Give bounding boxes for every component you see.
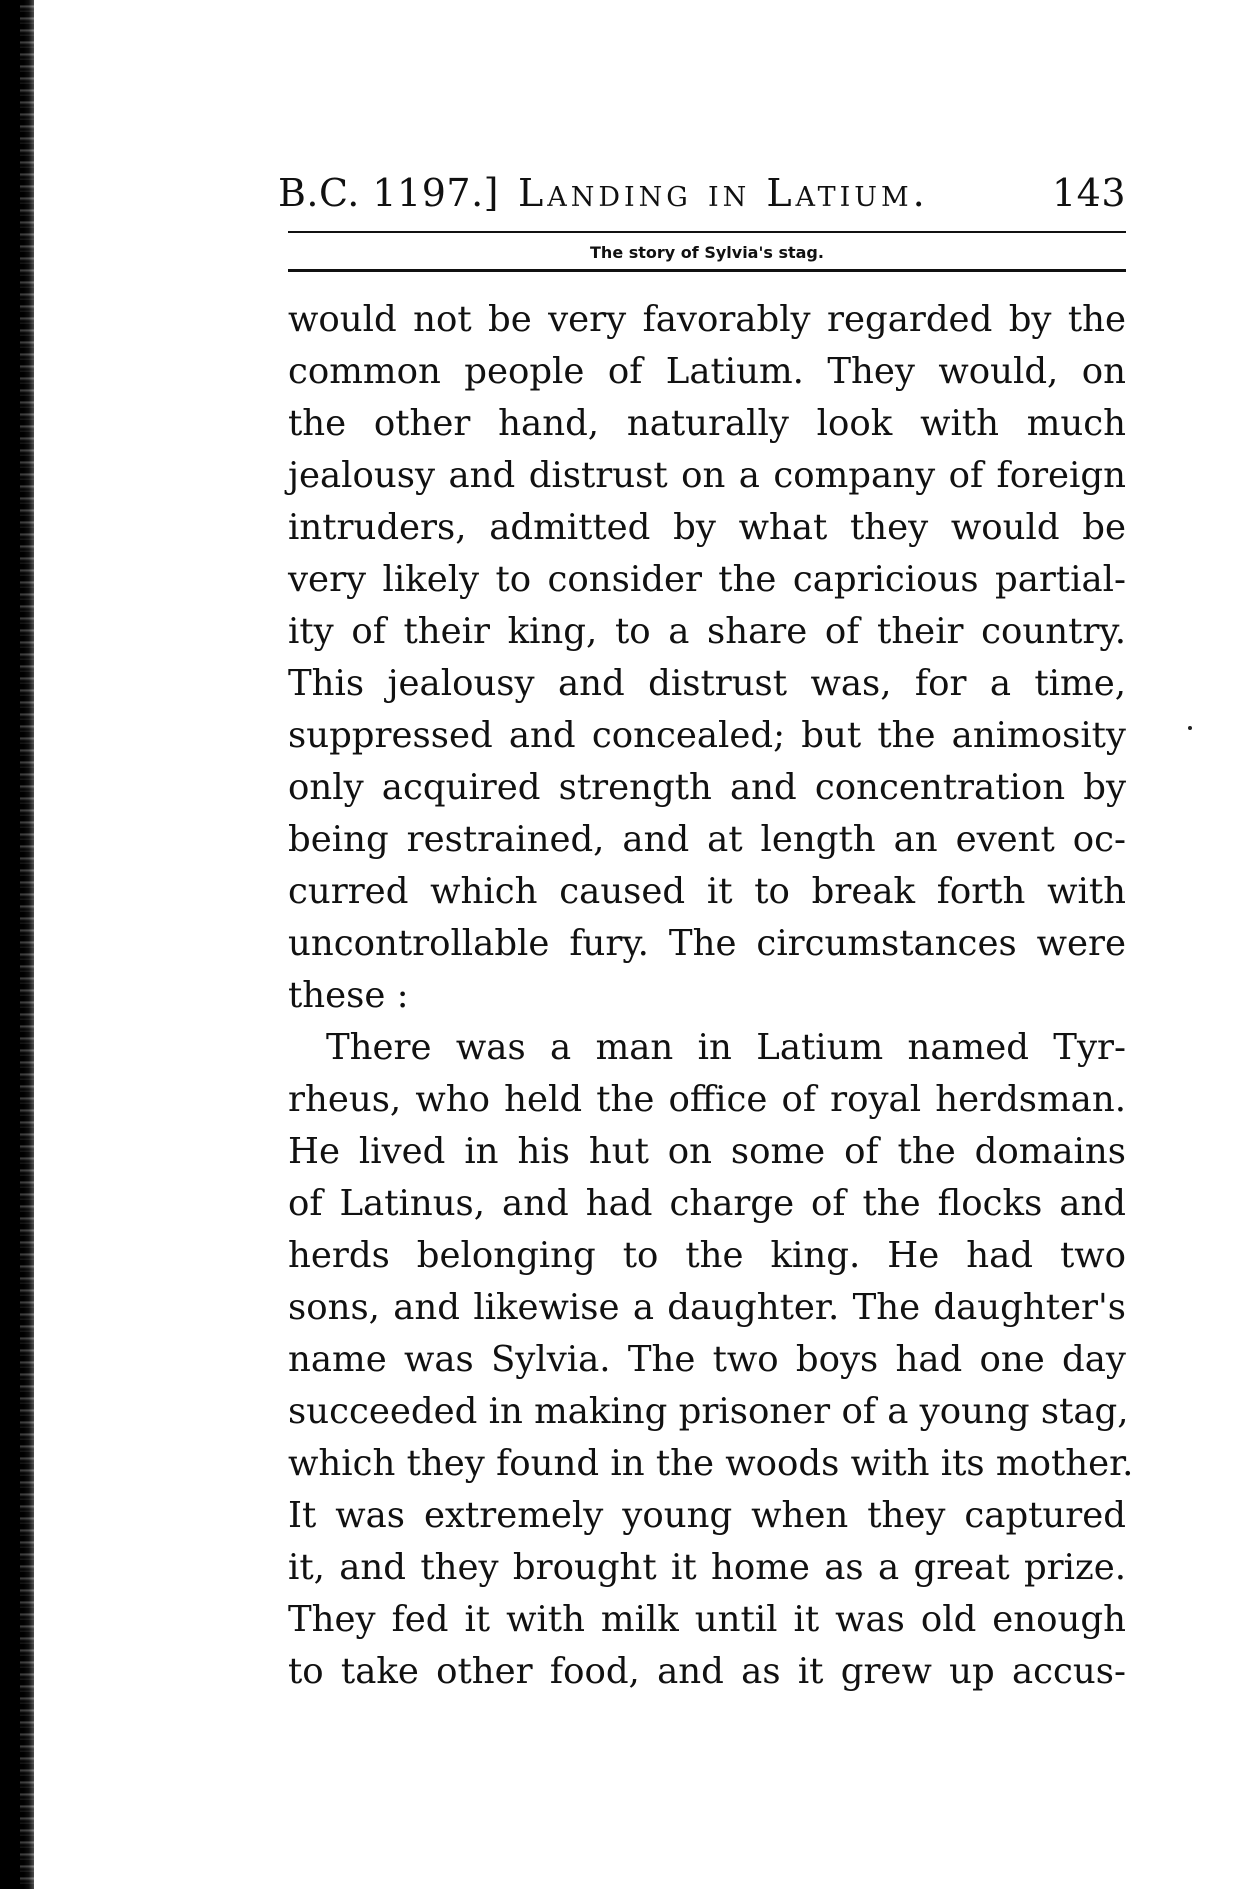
page-subheading: The story of Sylvia's stag. (590, 243, 824, 262)
text-line: They fed it with milk until it was old enough (288, 1599, 1126, 1640)
text-line: name was Sylvia. The two boys had one day (288, 1339, 1126, 1380)
text-line: common people of Latium. They would, on (288, 351, 1126, 392)
book-page (278, 165, 1134, 1698)
page-number: 143 (1051, 171, 1126, 215)
text-line: intruders, admitted by what they would be (288, 507, 1126, 548)
running-head (278, 165, 1126, 221)
text-line: very likely to consider the capricious partial- (288, 559, 1126, 600)
text-line: succeeded in making prisoner of a young stag, (288, 1391, 1129, 1432)
paragraph (288, 294, 1126, 1022)
text-line: of Latinus, and had charge of the flocks and (288, 1183, 1126, 1224)
header-date: B.C. 1197.] (278, 171, 499, 215)
header-rule (288, 231, 1126, 233)
text-line: which they found in the woods with its mother. (288, 1443, 1134, 1484)
text-line: only acquired strength and concentration by (288, 767, 1126, 808)
body-text (288, 294, 1134, 1698)
text-line: curred which caused it to break forth with (288, 871, 1126, 912)
text-line: It was extremely young when they captured (288, 1495, 1126, 1536)
book-binding-edge (0, 0, 34, 1889)
subheading-rule (288, 269, 1126, 272)
text-line: the other hand, naturally look with much (288, 403, 1126, 444)
paragraph (288, 1022, 1134, 1698)
text-line: being restrained, and at length an event oc- (288, 819, 1126, 860)
text-line: ity of their king, to a share of their country. (288, 611, 1126, 652)
text-line: There was a man in Latium named Tyr- (326, 1027, 1126, 1068)
text-line: would not be very favorably regarded by the (288, 299, 1126, 340)
text-line: these : (288, 975, 409, 1016)
header-chapter-title: Landing in Latium. (518, 171, 929, 215)
text-line: uncontrollable fury. The circumstances were (288, 923, 1126, 964)
text-line: it, and they brought it home as a great prize. (288, 1547, 1126, 1588)
text-line: He lived in his hut on some of the domains (288, 1131, 1126, 1172)
text-line: rheus, who held the office of royal herdsman. (288, 1079, 1126, 1120)
print-speck (1188, 726, 1192, 730)
text-line: suppressed and concealed; but the animosity (288, 715, 1126, 756)
text-line: jealousy and distrust on a company of foreign (288, 455, 1126, 496)
text-line: herds belonging to the king. He had two (288, 1235, 1126, 1276)
text-line: to take other food, and as it grew up accus- (288, 1651, 1126, 1692)
text-line: sons, and likewise a daughter. The daughter's (288, 1287, 1126, 1328)
text-line: This jealousy and distrust was, for a time, (288, 663, 1126, 704)
